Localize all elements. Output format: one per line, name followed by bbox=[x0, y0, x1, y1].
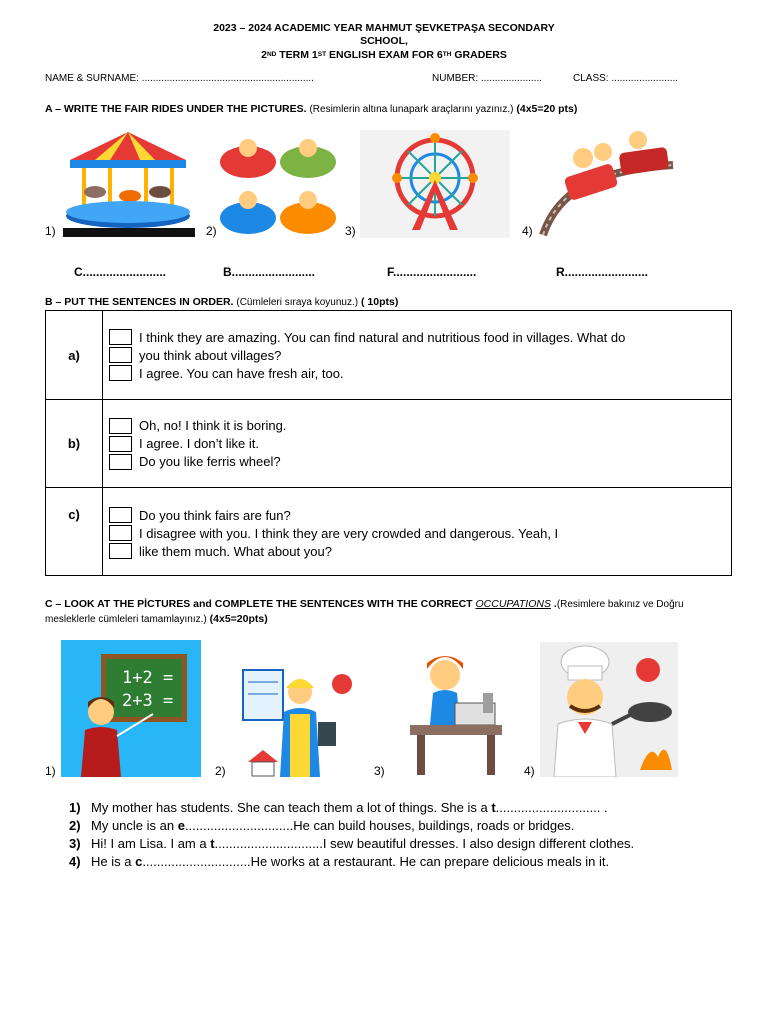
order-row bbox=[46, 400, 732, 488]
sentence-3: 3) Hi! I am Lisa. I am a t..............................I sew beautiful dresses. I also design different clothes. bbox=[69, 836, 635, 851]
sentence-2: 2) My uncle is an e..............................He can build houses, buildings, roads or bridges. bbox=[69, 818, 575, 833]
row-label: b) bbox=[46, 400, 103, 488]
section-a-number-4: 4) bbox=[522, 224, 533, 238]
order-box[interactable] bbox=[109, 507, 132, 523]
order-box[interactable] bbox=[109, 543, 132, 559]
chef-icon bbox=[540, 642, 678, 777]
order-box[interactable] bbox=[109, 365, 132, 381]
order-line: I think they are amazing. You can find natural and nutritious food in villages. What do bbox=[103, 328, 731, 346]
bumper-cars-icon bbox=[218, 130, 338, 238]
row-label: a) bbox=[46, 311, 103, 400]
answer-carousel[interactable]: C......................... bbox=[74, 265, 167, 279]
order-line: Do you like ferris wheel? bbox=[103, 453, 731, 471]
order-row bbox=[46, 488, 732, 576]
number-field[interactable]: NUMBER: ...................... bbox=[432, 73, 543, 84]
answer-bumper-cars[interactable]: B......................... bbox=[223, 265, 316, 279]
tailor-icon bbox=[405, 645, 507, 777]
carousel-icon bbox=[60, 130, 197, 238]
row-label: c) bbox=[46, 488, 103, 576]
sentence-letter: e bbox=[177, 818, 185, 833]
section-c-number-3: 3) bbox=[374, 764, 385, 778]
section-a-number-2: 2) bbox=[206, 224, 217, 238]
exam-title-line2: SCHOOL, bbox=[360, 35, 408, 47]
sentence-blank[interactable]: ..............................He can build houses, buildings, roads or bridges. bbox=[184, 818, 575, 833]
order-line: Do you think fairs are fun? bbox=[103, 506, 731, 524]
name-field[interactable]: NAME & SURNAME: .............................................................. bbox=[45, 73, 314, 84]
section-c-number-1: 1) bbox=[45, 764, 56, 778]
sentence-1: 1) My mother has students. She can teach them a lot of things. She is a t............................. . bbox=[69, 800, 608, 815]
order-line: I agree. You can have fresh air, too. bbox=[103, 364, 731, 382]
order-box[interactable] bbox=[109, 454, 132, 470]
board-text-1: 1+2 = bbox=[122, 668, 174, 688]
section-a-number-3: 3) bbox=[345, 224, 356, 238]
section-c-number-4: 4) bbox=[524, 764, 535, 778]
order-box[interactable] bbox=[109, 347, 132, 363]
sentence-blank[interactable]: ............................. . bbox=[495, 800, 608, 815]
sentence-letter: t bbox=[491, 800, 496, 815]
section-c-number-2: 2) bbox=[215, 764, 226, 778]
class-field[interactable]: CLASS: ........................ bbox=[573, 73, 679, 84]
section-c-title: C – LOOK AT THE PİCTURES and COMPLETE THE SENTENCES WITH THE CORRECT OCCUPATIONS .(Resimlere bakınız ve Doğru mesleklerle cümleleri tamamlayınız.) (4x5=20pts) bbox=[45, 598, 684, 625]
order-box[interactable] bbox=[109, 329, 132, 345]
order-line: like them much. What about you? bbox=[103, 542, 731, 560]
sentence-letter: c bbox=[135, 854, 143, 869]
order-line: Oh, no! I think it is boring. bbox=[103, 417, 731, 435]
ferris-wheel-icon bbox=[360, 130, 510, 238]
exam-title-line1: 2023 – 2024 ACADEMIC YEAR MAHMUT ŞEVKETPAŞA SECONDARY bbox=[213, 22, 555, 34]
order-box[interactable] bbox=[109, 436, 132, 452]
order-box[interactable] bbox=[109, 525, 132, 541]
section-a-number-1: 1) bbox=[45, 224, 56, 238]
order-table bbox=[45, 310, 732, 576]
sentence-letter: t bbox=[210, 836, 215, 851]
order-line: I disagree with you. I think they are very crowded and dangerous. Yeah, I bbox=[103, 524, 731, 542]
answer-roller-coaster[interactable]: R......................... bbox=[556, 265, 649, 279]
section-b-title: B – PUT THE SENTENCES IN ORDER. (Cümleleri sıraya koyunuz.) ( 10pts) bbox=[45, 296, 399, 308]
sentence-blank[interactable]: ..............................He works at a restaurant. He can prepare delicious meals in it. bbox=[142, 854, 610, 869]
roller-coaster-icon bbox=[538, 130, 678, 238]
engineer-icon bbox=[238, 662, 358, 777]
sentence-blank[interactable]: ..............................I sew beautiful dresses. I also design different clothes. bbox=[214, 836, 635, 851]
order-line: I agree. I don’t like it. bbox=[103, 435, 731, 453]
section-a-title: A – WRITE THE FAIR RIDES UNDER THE PICTURES. (Resimlerin altına lunapark araçlarını yazınız.) (4x5=20 pts) bbox=[45, 103, 578, 115]
order-line: you think about villages? bbox=[103, 346, 731, 364]
sentence-4: 4) He is a c..............................He works at a restaurant. He can prepare delicious meals in it. bbox=[69, 854, 610, 869]
answer-ferris-wheel[interactable]: F......................... bbox=[387, 265, 477, 279]
board-text-2: 2+3 = bbox=[122, 691, 174, 711]
order-row bbox=[46, 311, 732, 400]
exam-title-line3: 2ND TERM 1ST ENGLISH EXAM FOR 6TH GRADERS bbox=[261, 49, 507, 61]
order-box[interactable] bbox=[109, 418, 132, 434]
